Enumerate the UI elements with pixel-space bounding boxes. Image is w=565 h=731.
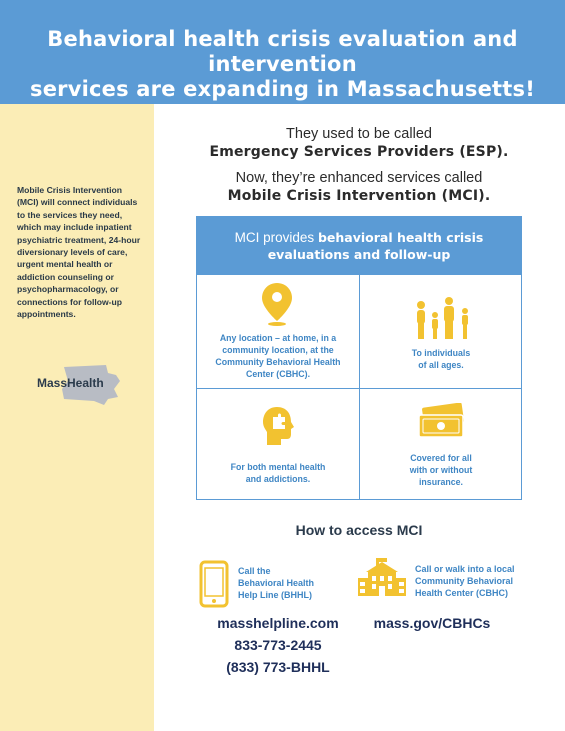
head-puzzle-icon [261,405,297,447]
family-icon [413,295,473,341]
page-title [0,0,565,102]
grid-header-bold-2: evaluations and follow-up [267,247,451,262]
cbhc-label [415,563,515,599]
cell-location-line-3: Community Behavioral Health [215,357,341,367]
cell-insurance-text [363,452,519,488]
grid-divider-vertical [359,274,360,500]
masshealth-logo-text: MassHealth [37,376,104,390]
cell-insurance-line-2: with or without [409,465,473,475]
services-grid [196,216,522,500]
cell-conditions-text [201,461,355,485]
bhhl-contacts [208,612,348,678]
grid-header [197,217,521,274]
cell-location-text [201,332,355,380]
cell-conditions-line-1: For both mental health [230,462,326,472]
intro-line-1: They used to be called [286,126,432,142]
intro-line-4-bold: Mobile Crisis Intervention (MCI). [227,188,491,204]
intro-line-3: Now, they’re enhanced services called [235,170,483,186]
masshelpline-link[interactable]: masshelpline.com [217,615,339,631]
sidebar-text: Mobile Crisis Intervention (MCI) will connect individuals to the services they need, which may include inpatient psychiatric treatment, 24-hour diversionary levels of care, urgent mental health or addiction counseling or psychopharmacology, or connections for follow-up appointments. [17,185,141,320]
header-banner [0,0,565,104]
grid-header-bold-1: behavioral health crisis [317,230,484,245]
grid-divider-horizontal [197,388,521,389]
intro-line-4 [196,188,522,205]
bhhl-label [238,565,314,601]
sidebar [0,104,154,731]
grid-header-plain: MCI provides [234,230,315,245]
building-icon [356,556,408,598]
bhhl-label-line-2: Behavioral Health [238,578,315,588]
intro-line-2-bold: Emergency Services Providers (ESP). [209,144,509,160]
cbhc-label-line-1: Call or walk into a local [415,564,515,574]
bhhl-label-line-3: Help Line (BHHL) [238,590,312,600]
cell-ages-line-2: of all ages. [418,360,464,370]
cell-location-line-4: Center (CBHC). [245,369,311,379]
intro-line-2 [196,144,522,161]
title-line-2: services are expanding in Massachusetts! [30,77,535,101]
cbhc-label-line-2: Community Behavioral [415,576,514,586]
masshealth-logo [34,359,124,409]
cell-location-line-1: Any location – at home, in a [219,333,337,343]
cell-insurance-line-3: insurance. [418,477,463,487]
access-title: How to access MCI [295,522,423,538]
money-icon [415,403,467,439]
phone-icon [197,560,231,608]
bhhl-phone-number[interactable]: 833-773-2445 [234,637,322,653]
cell-ages-text [363,347,519,371]
cell-conditions-line-2: and addictions. [245,474,311,484]
cell-ages-line-1: To individuals [411,348,471,358]
bhhl-label-line-1: Call the [238,566,271,576]
cbhc-label-line-3: Health Center (CBHC) [415,588,509,598]
cell-location-line-2: community location, at the [222,345,334,355]
bhhl-phone-letters[interactable]: (833) 773-BHHL [226,659,330,675]
cell-insurance-line-1: Covered for all [410,453,472,463]
location-pin-icon [259,281,295,327]
cbhc-link[interactable]: mass.gov/CBHCs [373,615,491,631]
title-line-1: Behavioral health crisis evaluation and intervention [47,27,518,76]
